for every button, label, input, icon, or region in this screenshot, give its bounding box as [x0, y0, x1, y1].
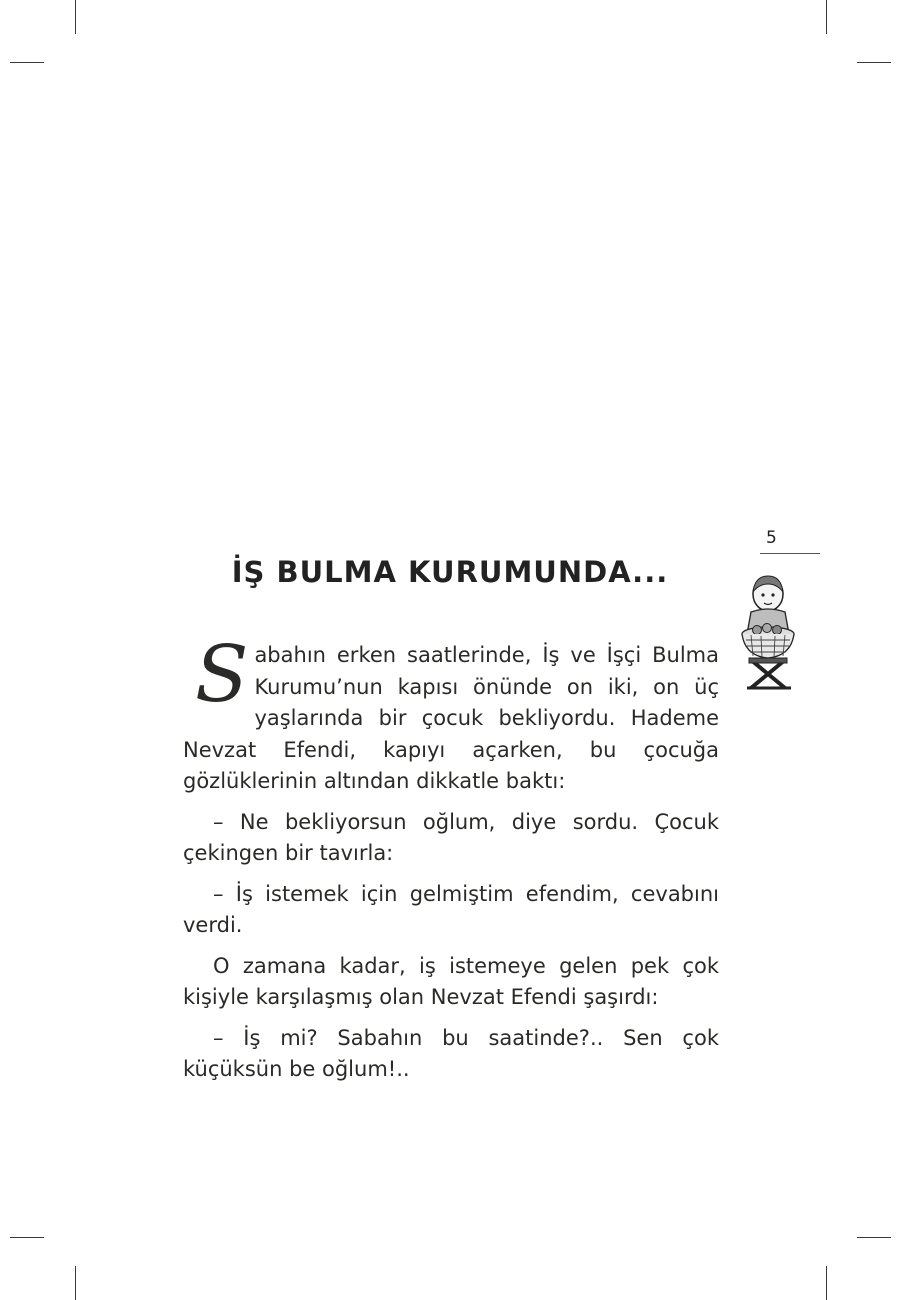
page-number-rule: [760, 553, 820, 554]
paragraph-1: [183, 630, 719, 798]
paragraph-3: – İş istemek için gelmiştim efendim, cevabını verdi.: [183, 881, 719, 937]
crop-mark-bottom-right: [826, 1266, 827, 1300]
paragraph-4: O zamana kadar, iş istemeye gelen pek çok kişiyle karşılaşmış olan Nevzat Efendi şaşırdı:: [183, 953, 719, 1009]
crop-mark-bottom-right-h: [857, 1237, 891, 1238]
crop-mark-top-left: [75, 0, 76, 34]
paragraph-2: – Ne bekliyorsun oğlum, diye sordu. Çocuk çekingen bir tavırla:: [183, 809, 719, 865]
body-text: [183, 630, 719, 1095]
paragraph-1-text: abahın erken saatlerinde, İş ve İşçi Bulma Kurumu’nun kapısı önünde on iki, on üç yaşlarında bir çocuk bekliyordu. Hademe Nevzat Efendi, kapıyı açarken, bu çocuğa gözlüklerinin altından dikkatle baktı:: [183, 643, 719, 793]
crop-mark-bottom-left: [75, 1266, 76, 1300]
crop-mark-top-left-h: [10, 62, 44, 63]
paragraph-5: – İş mi? Sabahın bu saatinde?.. Sen çok küçüksün be oğlum!..: [183, 1025, 719, 1081]
crop-mark-top-right-h: [857, 62, 891, 63]
chapter-title: İŞ BULMA KURUMUNDA...: [231, 555, 669, 589]
crop-mark-bottom-left-h: [10, 1237, 44, 1238]
page-number: 5: [766, 528, 777, 548]
crop-mark-top-right: [826, 0, 827, 34]
drop-cap: S: [195, 630, 249, 720]
boy-with-basket-illustration: [737, 572, 799, 692]
